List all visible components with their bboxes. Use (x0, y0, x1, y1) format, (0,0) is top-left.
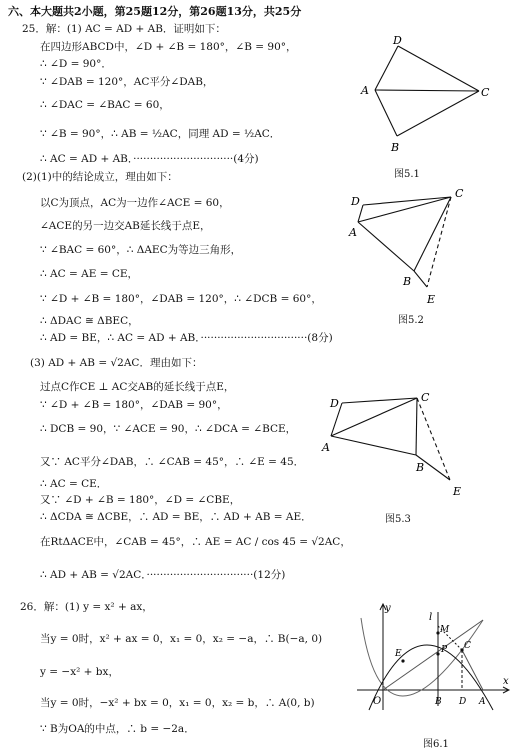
q25-line: ∴ AC = CE． (40, 478, 108, 490)
label-l: l (429, 612, 433, 623)
q26-line: ∵ B为OA的中点，∴ b = −2a． (40, 723, 195, 735)
q25-line: ∴ ∠DAC = ∠BAC = 60， (40, 99, 170, 111)
label-E: E (427, 293, 436, 306)
label-B: B (435, 697, 442, 707)
label-D: D (330, 397, 339, 410)
q25-line: ∠ACE的另一边交AB延长线于点E， (40, 220, 211, 232)
figure-5-2 (345, 185, 485, 315)
q25-line: 又∵ AC平分∠DAB，∴ ∠CAB = 45°，∴ ∠E = 45． (40, 456, 305, 468)
q25-line: ∴ AD + AB = √2AC．································(12分) (40, 569, 286, 581)
figure-6-1-caption: 图6.1 (423, 739, 449, 750)
label-C: C (481, 86, 490, 99)
section-heading: 六、本大题共2小题，第25题12分，第26题13分，共25分 (8, 5, 302, 18)
label-A: A (349, 226, 357, 239)
q25-line: 在四边形ABCD中，∠D + ∠B = 180°，∠B = 90°， (40, 41, 297, 53)
label-B: B (403, 275, 412, 288)
figure-5-2-caption: 图5.2 (398, 315, 424, 326)
q25-line: ∴ ∠D = 90°． (40, 58, 112, 70)
q25-line: 以C为顶点，AC为一边作∠ACE = 60， (40, 197, 230, 209)
q26-line: 当y = 0时，−x² + bx = 0，x₁ = 0，x₂ = b，∴ A(0, b) (40, 697, 315, 709)
q25-line: ∵ ∠D + ∠B = 180°，∠DAB = 90°， (40, 399, 228, 411)
label-C: C (455, 187, 464, 200)
label-A: A (322, 441, 330, 454)
q26-line: y = −x² + bx， (40, 666, 119, 678)
q25-line: ∴ AC = AD + AB．······························(4分) (40, 153, 259, 165)
q25-line: 25．解：(1) AC = AD + AB．证明如下： (22, 23, 226, 35)
q25-line: ∵ ∠DAB = 120°，AC平分∠DAB， (40, 76, 214, 88)
label-C: C (421, 391, 430, 404)
q26-line: 26．解：(1) y = x² + ax， (20, 601, 153, 613)
label-C: C (464, 641, 471, 651)
label-A: A (479, 697, 486, 707)
q25-line: ∴ ΔCDA ≅ ΔCBE，∴ AD = BE，∴ AD + AB = AE． (40, 511, 312, 523)
label-D: D (351, 195, 360, 208)
label-D: D (393, 34, 402, 47)
q25-line: ∵ ∠BAC = 60°，∴ ΔAEC为等边三角形， (40, 244, 242, 256)
q26-line: 当y = 0时，x² + ax = 0，x₁ = 0，x₂ = −a，∴ B(−a, 0) (40, 633, 323, 645)
label-B: B (416, 461, 425, 474)
label-D: D (459, 697, 467, 707)
figure-5-3 (320, 385, 480, 505)
figure-6-1 (355, 598, 515, 716)
q25-line: 又∵ ∠D + ∠B = 180°，∠D = ∠CBE， (40, 494, 241, 506)
q25-line: 过点C作CE ⊥ AC交AB的延长线于点E， (40, 381, 235, 393)
q25-line: (3) AD + AB = √2AC．理由如下： (30, 357, 203, 369)
label-E: E (395, 649, 402, 659)
q25-line: ∴ DCB = 90，∵ ∠ACE = 90，∴ ∠DCA = ∠BCE， (40, 423, 297, 435)
q25-line: 在RtΔACE中，∠CAB = 45°，∴ AE = AC / cos 45 = √2AC， (40, 536, 351, 548)
q25-line: ∴ AD = BE，∴ AC = AD + AB．································(8分) (40, 332, 333, 344)
label-E: E (453, 485, 462, 498)
figure-5-1 (355, 28, 505, 178)
q25-line: ∴ ΔDAC ≅ ΔBEC， (40, 315, 139, 327)
label-P: P (441, 645, 448, 655)
label-O: O (373, 696, 382, 707)
label-A: A (361, 84, 369, 97)
label-M: M (440, 625, 450, 635)
q25-line: ∴ AC = AE = CE， (40, 268, 139, 280)
q25-line: ∵ ∠B = 90°，∴ AB = ½AC，同理 AD = ½AC． (40, 128, 281, 140)
q25-line: (2)(1)中的结论成立，理由如下： (22, 171, 178, 183)
figure-5-3-caption: 图5.3 (385, 514, 411, 525)
q25-line: ∵ ∠D + ∠B = 180°，∠DAB = 120°，∴ ∠DCB = 60°， (40, 293, 322, 305)
label-B: B (391, 141, 400, 154)
figure-5-1-caption: 图5.1 (394, 169, 420, 180)
label-x: x (503, 676, 509, 687)
label-y: y (385, 603, 391, 614)
